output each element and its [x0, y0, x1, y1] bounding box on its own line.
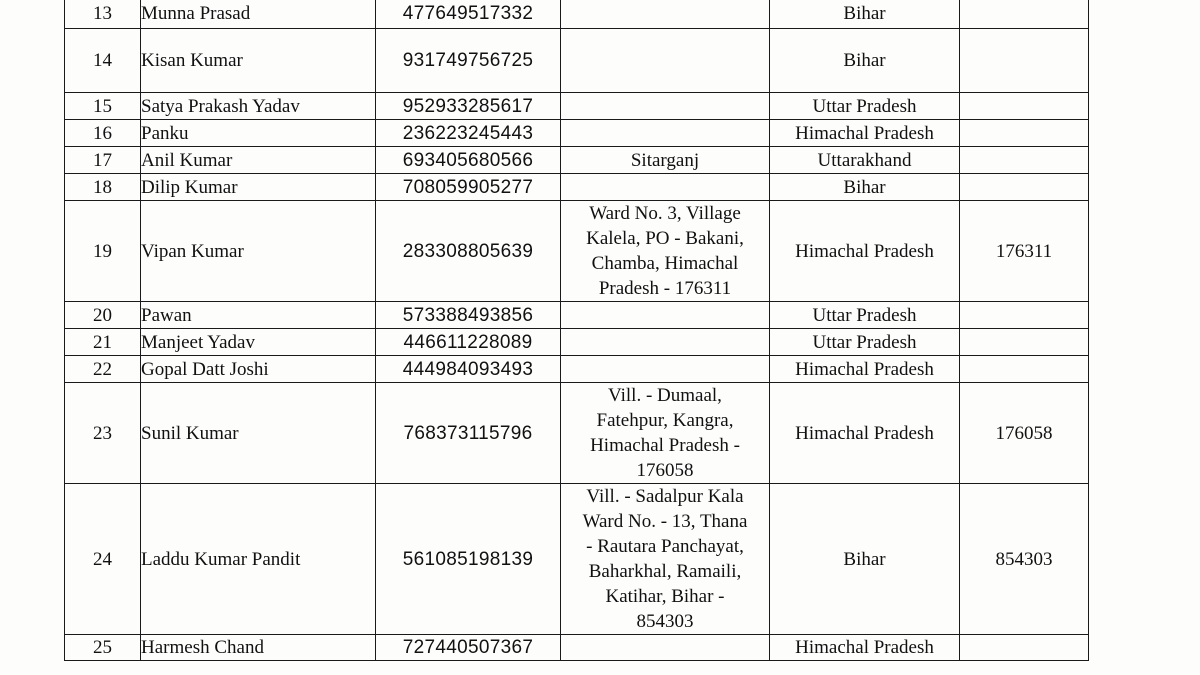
table-row: [65, 29, 1089, 93]
aadhaar-number-cell: 236223245443: [376, 120, 561, 147]
serial-number-cell: 13: [65, 0, 141, 29]
state-cell: Himachal Pradesh: [770, 120, 960, 147]
serial-number-cell: 21: [65, 329, 141, 356]
name-cell: Vipan Kumar: [141, 201, 376, 302]
pincode-cell: [960, 93, 1089, 120]
state-cell: Bihar: [770, 174, 960, 201]
name-cell: Kisan Kumar: [141, 29, 376, 93]
worker-register-table: [64, 0, 1089, 661]
serial-number-cell: 16: [65, 120, 141, 147]
name-cell: Munna Prasad: [141, 0, 376, 29]
address-cell: [561, 484, 770, 635]
table-row: [65, 174, 1089, 201]
serial-number-cell: 19: [65, 201, 141, 302]
name-cell: Sunil Kumar: [141, 383, 376, 484]
aadhaar-number-cell: 952933285617: [376, 93, 561, 120]
pincode-cell: 176311: [960, 201, 1089, 302]
aadhaar-number-cell: 283308805639: [376, 201, 561, 302]
address-cell: [561, 147, 770, 174]
address-text: Ward No. 3, Village Kalela, PO - Bakani, Chamba, Himachal Pradesh - 176311: [586, 203, 744, 299]
aadhaar-number-cell: 561085198139: [376, 484, 561, 635]
aadhaar-number-cell: 693405680566: [376, 147, 561, 174]
table-row: [65, 93, 1089, 120]
table-row: [65, 635, 1089, 661]
serial-number-cell: 14: [65, 29, 141, 93]
pincode-cell: [960, 29, 1089, 93]
name-cell: Manjeet Yadav: [141, 329, 376, 356]
pincode-cell: [960, 356, 1089, 383]
table-row: [65, 356, 1089, 383]
serial-number-cell: 15: [65, 93, 141, 120]
table-row: [65, 120, 1089, 147]
address-cell: [561, 635, 770, 661]
name-cell: Laddu Kumar Pandit: [141, 484, 376, 635]
address-cell: [561, 93, 770, 120]
pincode-cell: [960, 635, 1089, 661]
state-cell: Bihar: [770, 29, 960, 93]
table-row: [65, 201, 1089, 302]
serial-number-cell: 17: [65, 147, 141, 174]
serial-number-cell: 24: [65, 484, 141, 635]
table-row: [65, 484, 1089, 635]
aadhaar-number-cell: 573388493856: [376, 302, 561, 329]
aadhaar-number-cell: 768373115796: [376, 383, 561, 484]
state-cell: Himachal Pradesh: [770, 356, 960, 383]
serial-number-cell: 20: [65, 302, 141, 329]
state-cell: Uttarakhand: [770, 147, 960, 174]
serial-number-cell: 18: [65, 174, 141, 201]
address-cell: [561, 356, 770, 383]
table-row: [65, 147, 1089, 174]
serial-number-cell: 23: [65, 383, 141, 484]
name-cell: Panku: [141, 120, 376, 147]
state-cell: Himachal Pradesh: [770, 201, 960, 302]
state-cell: Bihar: [770, 0, 960, 29]
table-row: [65, 329, 1089, 356]
aadhaar-number-cell: 931749756725: [376, 29, 561, 93]
address-cell: [561, 201, 770, 302]
state-cell: Bihar: [770, 484, 960, 635]
aadhaar-number-cell: 708059905277: [376, 174, 561, 201]
address-cell: [561, 302, 770, 329]
serial-number-cell: 22: [65, 356, 141, 383]
address-cell: [561, 174, 770, 201]
table-row: [65, 302, 1089, 329]
state-cell: Uttar Pradesh: [770, 302, 960, 329]
address-cell: [561, 120, 770, 147]
table-row: [65, 0, 1089, 29]
table-row: [65, 383, 1089, 484]
state-cell: Uttar Pradesh: [770, 329, 960, 356]
name-cell: Harmesh Chand: [141, 635, 376, 661]
pincode-cell: 176058: [960, 383, 1089, 484]
address-cell: [561, 29, 770, 93]
pincode-cell: [960, 174, 1089, 201]
name-cell: Satya Prakash Yadav: [141, 93, 376, 120]
name-cell: Dilip Kumar: [141, 174, 376, 201]
name-cell: Gopal Datt Joshi: [141, 356, 376, 383]
name-cell: Anil Kumar: [141, 147, 376, 174]
address-cell: [561, 329, 770, 356]
state-cell: Himachal Pradesh: [770, 383, 960, 484]
address-cell: [561, 0, 770, 29]
pincode-cell: [960, 0, 1089, 29]
state-cell: Himachal Pradesh: [770, 635, 960, 661]
aadhaar-number-cell: 446611228089: [376, 329, 561, 356]
state-cell: Uttar Pradesh: [770, 93, 960, 120]
pincode-cell: 854303: [960, 484, 1089, 635]
address-text: Vill. - Dumaal, Fatehpur, Kangra, Himachal Pradesh - 176058: [590, 385, 740, 481]
pincode-cell: [960, 302, 1089, 329]
pincode-cell: [960, 120, 1089, 147]
pincode-cell: [960, 147, 1089, 174]
address-cell: [561, 383, 770, 484]
serial-number-cell: 25: [65, 635, 141, 661]
name-cell: Pawan: [141, 302, 376, 329]
address-text: Vill. - Sadalpur Kala Ward No. - 13, Thana - Rautara Panchayat, Baharkhal, Ramaili, Katihar, Bihar - 854303: [582, 486, 748, 632]
aadhaar-number-cell: 727440507367: [376, 635, 561, 661]
address-text: Sitarganj: [630, 149, 700, 171]
aadhaar-number-cell: 444984093493: [376, 356, 561, 383]
aadhaar-number-cell: 477649517332: [376, 0, 561, 29]
pincode-cell: [960, 329, 1089, 356]
